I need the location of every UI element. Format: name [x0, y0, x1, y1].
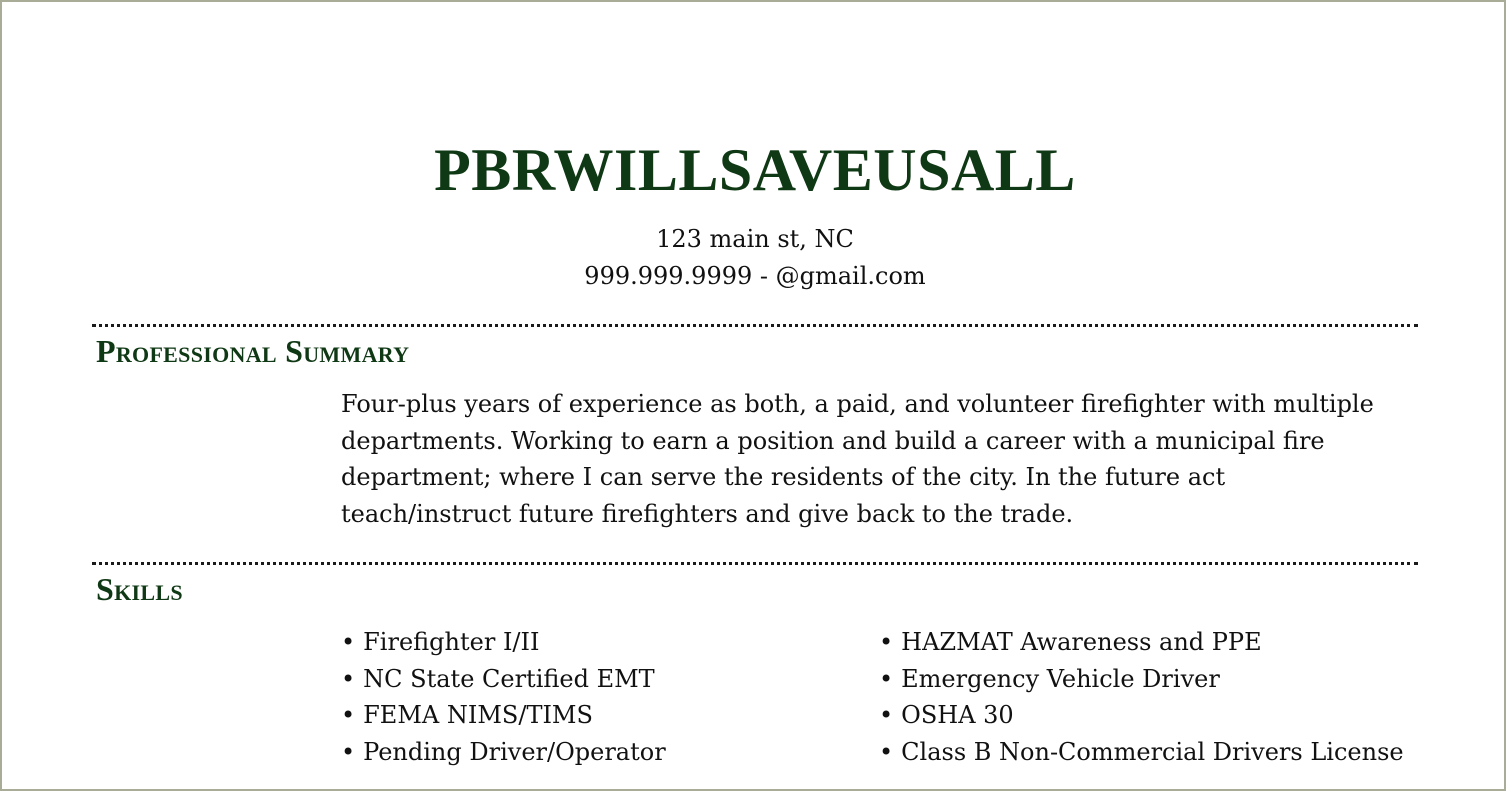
skill-item	[341, 734, 861, 771]
candidate-name: PBRWILLSAVEUSALL	[434, 137, 1076, 203]
skill-label: Emergency Vehicle Driver	[901, 664, 1220, 693]
skill-label: HAZMAT Awareness and PPE	[901, 628, 1262, 656]
skill-item	[879, 734, 1439, 771]
bullet-icon: •	[879, 701, 894, 730]
bullet-icon: •	[341, 701, 356, 730]
phone-email: 999.999.9999 - @gmail.com	[584, 262, 926, 290]
section-divider	[92, 324, 1418, 327]
skill-label: OSHA 30	[901, 701, 1014, 730]
skills-heading: Skills	[96, 571, 183, 607]
bullet-icon: •	[879, 664, 894, 693]
section-divider	[92, 562, 1418, 565]
skill-label: NC State Certified EMT	[363, 664, 655, 693]
professional-summary-text: Four-plus years of experience as both, a paid, and volunteer firefighter with multiple departments. Working to earn a position and build a career with a municipal fire department; where I can serve the residents of the city. In the future act teach/instruct future firefighters and give back to the trade.	[341, 390, 1374, 529]
skills-list-right	[879, 624, 1439, 771]
skill-item	[879, 697, 1439, 734]
skill-label: Class B Non-Commercial Drivers License	[901, 738, 1404, 767]
skill-item	[879, 661, 1439, 698]
address: 123 main st, NC	[656, 225, 854, 253]
professional-summary-heading: Professional Summary	[96, 333, 410, 369]
skill-label: Firefighter I/II	[363, 628, 540, 656]
bullet-icon: •	[879, 738, 894, 767]
skill-label: Pending Driver/Operator	[363, 738, 666, 767]
skill-item	[341, 697, 861, 734]
skill-item	[341, 624, 861, 661]
bullet-icon: •	[341, 664, 356, 693]
skill-item	[341, 661, 861, 698]
skills-list-left	[341, 624, 861, 771]
skill-label: FEMA NIMS/TIMS	[363, 701, 593, 730]
bullet-icon: •	[879, 628, 894, 656]
bullet-icon: •	[341, 738, 356, 767]
skill-item	[879, 624, 1439, 661]
bullet-icon: •	[341, 628, 356, 656]
